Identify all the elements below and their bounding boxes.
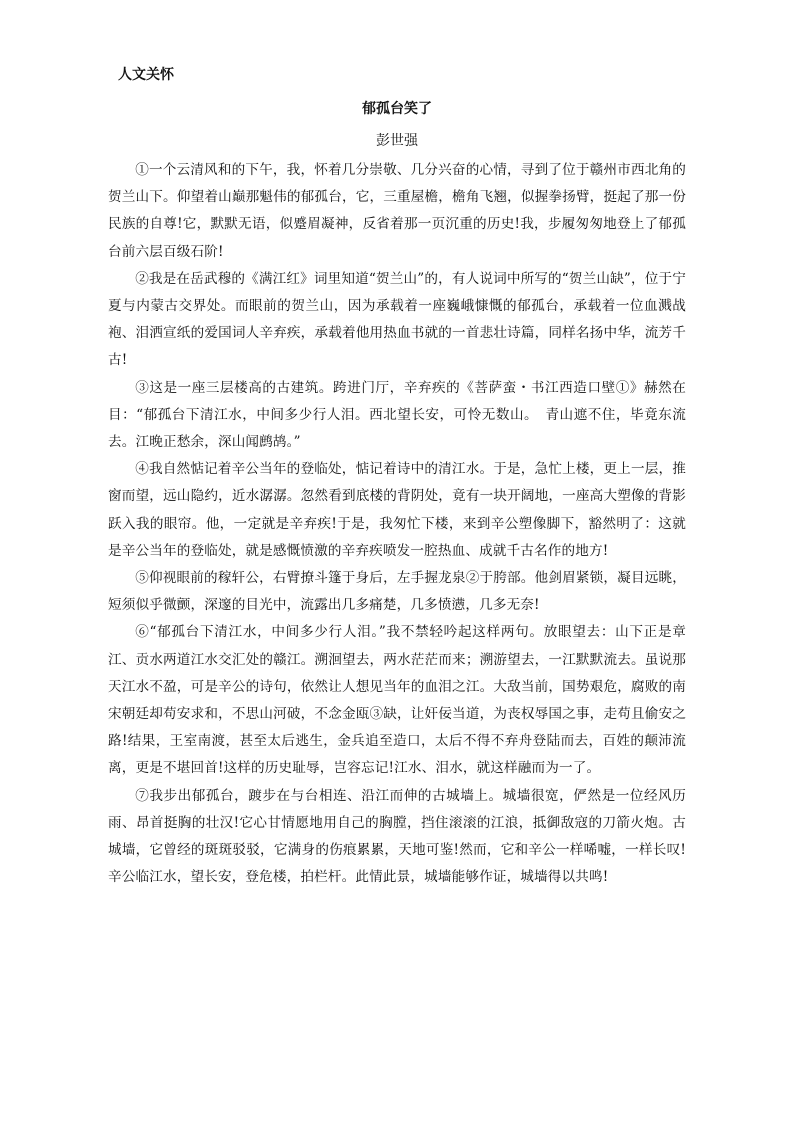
paragraph-5: ⑤仰视眼前的稼轩公，右臂撩斗篷于身后，左手握龙泉②于胯部。他剑眉紧锁，凝目远眺，短须似乎微颤，深邃的目光中，流露出几多痛楚，几多愤懑，几多无奈! (108, 570, 686, 614)
paragraph-1: ①一个云清风和的下午，我，怀着几分崇敬、几分兴奋的心情，寻到了位于赣州市西北角的贺兰山下。仰望着山巅那魁伟的郁孤台，它，三重屋檐，檐角飞翘，似握拳扬臂，挺起了那一份民族的自尊!它，默默无语，似蹙眉凝神，反省着那一页沉重的历史!我，步履匆匆地登上了郁孤台前六层百级石阶! (108, 162, 686, 260)
article-author: 彭世强 (376, 133, 418, 149)
article-body (108, 157, 686, 891)
section-label: 人文关怀 (118, 67, 174, 83)
article-title: 郁孤台笑了 (362, 101, 432, 117)
paragraph-7: ⑦我步出郁孤台，踱步在与台相连、沿江而伸的古城墙上。城墙很宽，俨然是一位经风历雨、昂首挺胸的壮汉!它心甘情愿地用自己的胸膛，挡住滚滚的江浪，抵御敌寇的刀箭火炮。古城墙，它曾经的斑斑驳驳，它满身的伤痕累累，天地可鉴!然而，它和辛公一样唏嘘，一样长叹!辛公临江水，望长安，登危楼，拍栏杆。此情此景，城墙能够作证，城墙得以共鸣! (108, 787, 686, 886)
paragraph-3: ③这是一座三层楼高的古建筑。跨进门厅，辛弃疾的《菩萨蛮・书江西造口壁①》赫然在目：“郁孤台下清江水，中间多少行人泪。西北望长安，可怜无数山。 青山遮不住，毕竟东流去。江晚正愁余，深山闻鹧鸪。” (108, 379, 686, 451)
paragraph-6: ⑥“郁孤台下清江水，中间多少行人泪。”我不禁轻吟起这样两句。放眼望去：山下正是章江、贡水两道江水交汇处的赣江。溯洄望去，两水茫茫而来；溯游望去，一江默默流去。虽说那天江水不盈，可是辛公的诗句，依然让人想见当年的血泪之江。大敌当前，国势艰危，腐败的南宋朝廷却苟安求和，不思山河破，不念金瓯③缺，让奸佞当道，为丧权辱国之事，走苟且偷安之路!结果，王室南渡，甚至太后逃生，金兵追至造口，太后不得不弃舟登陆而去，百姓的颠沛流离，更是不堪回首!这样的历史耻辱，岂容忘记!江水、泪水，就这样融而为一了。 (108, 624, 686, 777)
paragraph-4: ④我自然惦记着辛公当年的登临处，惦记着诗中的清江水。于是，急忙上楼，更上一层，推窗而望，远山隐约，近水潺潺。忽然看到底楼的背阴处，竟有一块开阔地，一座高大塑像的背影跃入我的眼帘。他，一定就是辛弃疾!于是，我匆忙下楼，来到辛公塑像脚下，豁然明了：这就是辛公当年的登临处，就是感慨愤激的辛弃疾喷发一腔热血、成就千古名作的地方! (108, 461, 686, 559)
paragraph-2: ②我是在岳武穆的《满江红》词里知道“贺兰山”的，有人说词中所写的“贺兰山缺”，位于宁夏与内蒙古交界处。而眼前的贺兰山，因为承载着一座巍峨慷慨的郁孤台，承载着一位血溅战袍、泪洒宣纸的爱国词人辛弃疾，承载着他用热血书就的一首悲壮诗篇，同样名扬中华，流芳千古! (108, 270, 686, 369)
